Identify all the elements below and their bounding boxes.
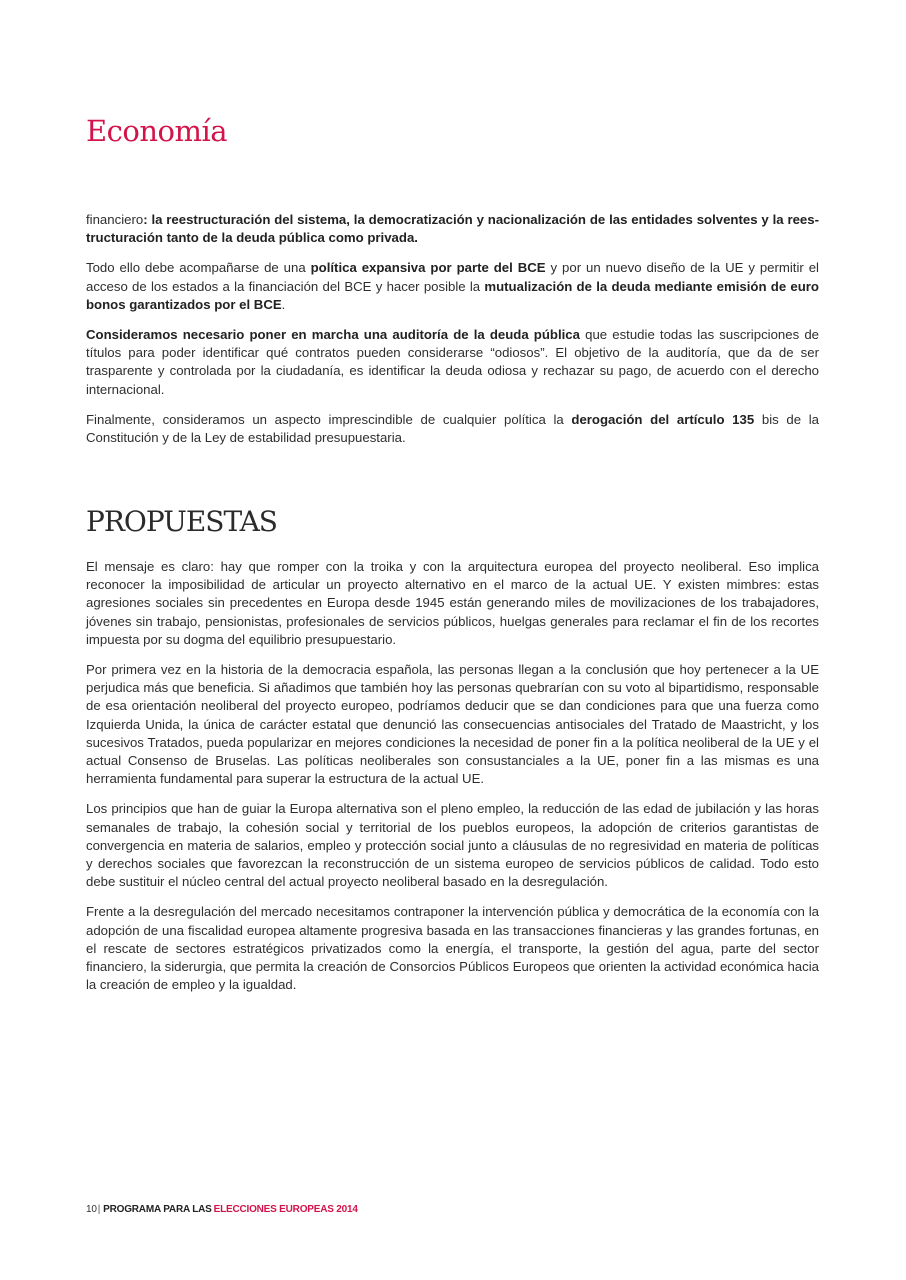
section-title-economia: Economía — [86, 114, 228, 148]
bold-text: mutualización de la deuda mediante emisión de euro bonos garantizados por el BCE — [86, 278, 819, 312]
propuestas-body — [86, 558, 819, 1006]
paragraph — [86, 903, 819, 994]
text: Finalmente, consideramos un aspecto imprescindible de cualquier política la — [86, 411, 572, 427]
text: Todo ello debe acompañarse de una — [86, 260, 311, 276]
text: . — [281, 296, 286, 312]
paragraph — [86, 211, 819, 247]
text: Por primera vez en la historia de la democracia española, las personas llegan a la conclusión que hoy pertenecer a la UE perjudica más que beneficia. Si añadimos que también hoy las personas quebrarían con su voto al bipartidismo, responsable de esa orientación neoliberal del proyecto europeo, podríamos deducir que se dan condiciones para que una fuerza como Izquierda Unida, la única de carácter estatal que denunció las consecuencias antisociales del Tratado de Maastricht, y los sucesivos Tratados, pueda popularizar en mejores condiciones la necesidad de poner fin a la política neoliberal de la UE y el actual Consenso de Bruselas. Las políticas neoliberales son consustanciales a la UE, poner fin a las mismas es una herramienta fundamental para superar la estructura de la actual UE. — [86, 662, 819, 787]
paragraph — [86, 800, 819, 891]
page-number: 10 — [86, 1204, 97, 1215]
text: bis de la Constitución y de la Ley de estabilidad presupuestaria. — [86, 411, 819, 446]
text: financiero — [86, 212, 144, 227]
section-title-propuestas: PROPUESTAS — [86, 505, 277, 538]
text: El mensaje es claro: hay que romper con la troika y con la arquitectura europea del proyecto neoliberal. Eso implica reconocer la imposibilidad de articular un proyecto alternativo en el marco de la actual UE. Y existen mimbres: estas agresiones sociales sin precedentes en Europa desde 1945 están generando miles de movilizaciones de los trabajadores, jóvenes sin trabajo, pensionistas, profesionales de servicios públicos, huelgas generales para reclamar el fin de los recortes impuesta por su dogma del equilibrio presupuestario. — [86, 559, 819, 647]
text: Frente a la desregulación del mercado necesitamos contraponer la intervención pública y democrática de la economía con la adopción de una fiscalidad europea altamente progresiva basada en las transacciones financieras y las grandes fortunas, en el rescate de sectores estratégicos privatizados como la energía, el transporte, la gestión del agua, parte del sector financiero, la siderurgia, que permita la creación de Consorcios Públicos Europeos que orienten la actividad económica hacia la creación de empleo y la igualdad. — [86, 904, 819, 993]
bold-text: Consideramos necesario poner en marcha una auditoría de la deuda pública — [86, 327, 580, 343]
bold-text: derogación del artículo 135 — [571, 411, 755, 427]
bold-text: : la reestructuración del sistema, la democratización y nacionalización de las entidades solventes y la reestructuración tanto de la deuda pública como privada. — [86, 212, 819, 246]
page-footer — [86, 1204, 358, 1215]
paragraph — [86, 558, 819, 649]
text: que estudie todas las suscripciones de títulos para poder identificar qué contratos pueden considerarse “odiosos”. El objetivo de la auditoría, que da de ser trasparente y controlada por la ciudadanía, es identificar la deuda odiosa y rechazar su pago, de acuerdo con el derecho internacional. — [86, 327, 819, 397]
footer-elections-label: ELECCIONES EUROPEAS 2014 — [213, 1204, 358, 1215]
footer-program-label: PROGRAMA PARA LAS — [103, 1204, 212, 1215]
paragraph — [86, 661, 819, 788]
text: y por un nuevo diseño de la UE y permitir el acceso de los estados a la financiación del BCE y hacer posible la — [86, 260, 819, 294]
paragraph — [86, 411, 819, 447]
paragraph — [86, 326, 819, 399]
economia-body — [86, 211, 819, 459]
text: Los principios que han de guiar la Europa alternativa son el pleno empleo, la reducción de las edad de jubilación y las horas semanales de trabajo, la cohesión social y territorial de los pueblos europeos, la adopción de criterios garantistas de convergencia en materia de salarios, empleo y protección social junto a cláusulas de no regresividad en materia de políticas y derechos sociales que favorezcan la reconstrucción de un sistema europeo de servicios públicos de calidad. Todo esto debe sustituir el núcleo central del actual proyecto neoliberal basado en la desregulación. — [86, 801, 819, 890]
paragraph — [86, 259, 819, 314]
footer-separator: | — [97, 1204, 101, 1215]
bold-text: política expansiva por parte del BCE — [310, 260, 546, 276]
